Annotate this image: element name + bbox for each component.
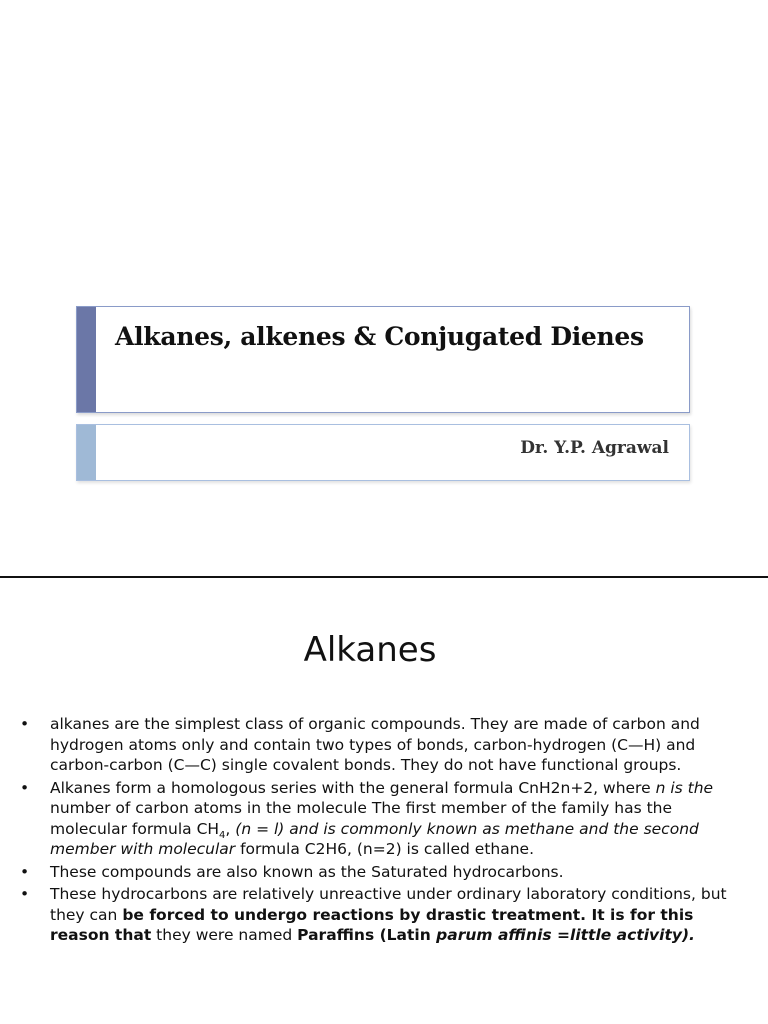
- bullet-text: These hydrocarbons are relatively unreactive under ordinary laboratory conditions, but they can: [50, 885, 727, 924]
- author-box: [76, 424, 690, 481]
- subscript: 4: [219, 829, 226, 841]
- bullet-item: [20, 714, 750, 776]
- bullet-text-bold: Paraffins (Latin: [297, 926, 431, 944]
- author-accent-bar: [77, 425, 96, 480]
- bullet-item: [20, 862, 750, 883]
- content-slide: [0, 578, 768, 1024]
- bullet-text: they were named: [151, 926, 298, 944]
- bullet-list: [20, 714, 750, 948]
- bullet-text-bold-italic: parum affinis =little activity).: [430, 926, 695, 944]
- bullet-text: formula C2H6, (n=2) is called ethane.: [235, 840, 535, 858]
- bullet-text-italic: (n = l) and is commonly known as methane and the second member with molecular: [50, 819, 699, 858]
- bullet-text: number of carbon atoms in the molecule The first member of the family has the molecular formula CH: [50, 799, 673, 838]
- bullet-icon: •: [20, 778, 30, 797]
- bullet-text: These compounds are also known as the Saturated hydrocarbons.: [50, 862, 564, 881]
- bullet-text: ,: [225, 819, 236, 838]
- bullet-text-italic: n is the: [655, 778, 714, 797]
- bullet-text: alkanes are the simplest class of organic compounds. They are made of carbon and hydrogen atoms only and contain two types of bonds, carbon-hydrogen (C—H) and carbon-carbon (C—C) single covalent bonds. They do not have functional groups.: [50, 715, 700, 774]
- bullet-icon: •: [20, 862, 30, 881]
- title-accent-bar: [77, 307, 96, 412]
- bullet-text: Alkanes form a homologous series with the general formula CnH2n+2, where: [50, 778, 656, 797]
- slide-title: Alkanes, alkenes & Conjugated Dienes: [115, 322, 644, 351]
- bullet-icon: •: [20, 885, 30, 903]
- content-slide-title: Alkanes: [303, 630, 437, 670]
- author-name: Dr. Y.P. Agrawal: [520, 438, 669, 458]
- title-box: [76, 306, 690, 413]
- bullet-icon: •: [20, 715, 30, 733]
- bullet-text-bold: be forced to undergo reactions by drastic treatment. It is for this reason that: [50, 905, 694, 944]
- bullet-item: [20, 884, 750, 946]
- bullet-item: [20, 778, 750, 860]
